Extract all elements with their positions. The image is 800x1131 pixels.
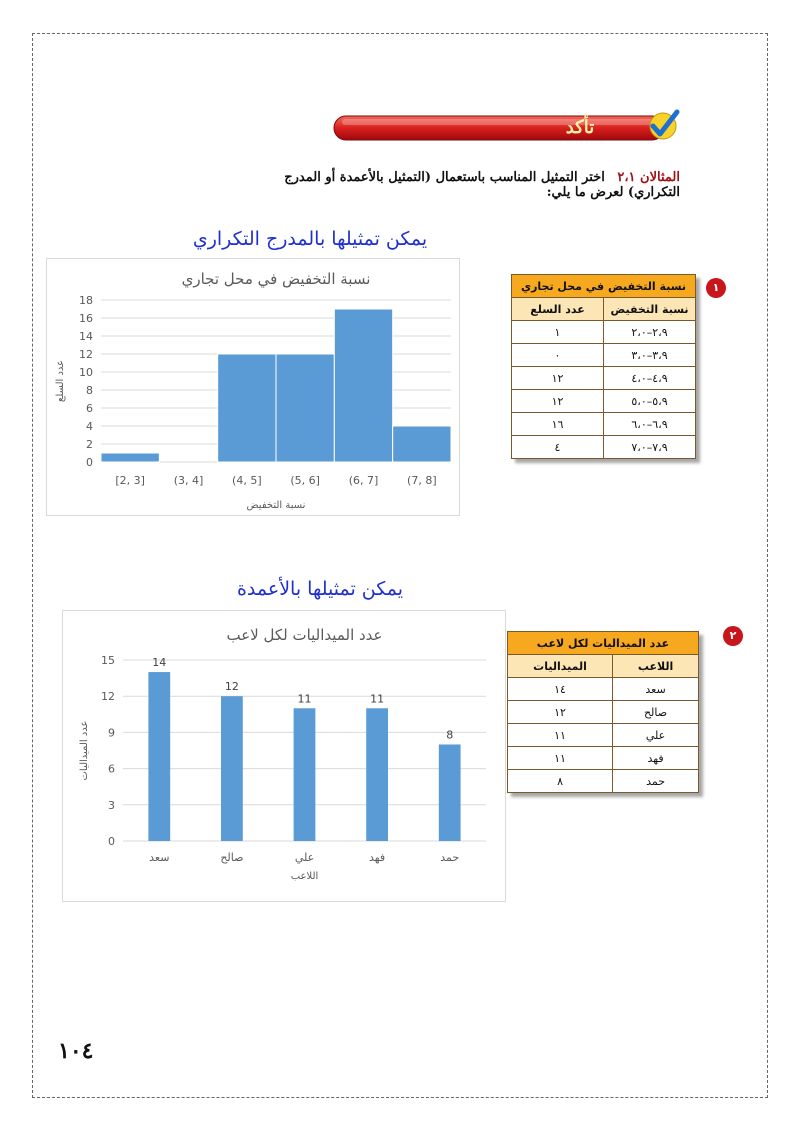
medals-table	[507, 631, 699, 793]
y-axis-label: عدد الميداليات	[79, 720, 90, 781]
histogram-chart	[46, 258, 460, 516]
cell-range: ٦،٩–٦،٠	[604, 413, 696, 436]
cell-range: ٤،٩–٤،٠	[604, 367, 696, 390]
col-header-medals: الميداليات	[508, 655, 613, 678]
cell-player: علي	[613, 724, 699, 747]
cell-count: ١	[512, 321, 604, 344]
cell-medals: ١١	[508, 747, 613, 770]
intro-text: اختر التمثيل المناسب باستعمال (التمثيل بالأعمدة أو المدرج التكراري) لعرض ما يلي:	[284, 170, 680, 200]
section1-heading: يمكن تمثيلها بالمدرج التكراري	[192, 228, 428, 250]
bar	[366, 708, 388, 841]
y-tick-label: 2	[86, 438, 93, 451]
item-badge-2: ٢	[723, 626, 743, 646]
cell-player: سعد	[613, 678, 699, 701]
y-tick-label: 0	[86, 456, 93, 469]
table-row	[508, 678, 699, 701]
x-axis-label: اللاعب	[290, 871, 319, 882]
table-caption: عدد الميداليات لكل لاعب	[508, 632, 699, 655]
data-label: 12	[224, 680, 239, 694]
bar	[101, 453, 159, 462]
bar	[276, 354, 334, 462]
chart-title: عدد الميداليات لكل لاعب	[226, 626, 383, 644]
table-row	[512, 344, 696, 367]
checkmark-icon	[645, 108, 681, 144]
cell-count: ١٢	[512, 390, 604, 413]
cell-medals: ١٤	[508, 678, 613, 701]
section2-heading: يمكن تمثيلها بالأعمدة	[236, 578, 404, 600]
bar	[439, 744, 461, 841]
cell-range: ٥،٩–٥،٠	[604, 390, 696, 413]
cell-count: ١٢	[512, 367, 604, 390]
cell-player: حمد	[613, 770, 699, 793]
col-header-player: اللاعب	[613, 655, 699, 678]
y-tick-label: 12	[79, 348, 93, 361]
x-tick-label: سعد	[149, 851, 170, 864]
cell-medals: ١٢	[508, 701, 613, 724]
col-header-discount: نسبة التخفيض	[604, 298, 696, 321]
cell-player: فهد	[613, 747, 699, 770]
table-row	[508, 747, 699, 770]
bar	[393, 426, 451, 462]
y-tick-label: 6	[86, 402, 93, 415]
cell-range: ٣،٩–٣،٠	[604, 344, 696, 367]
x-tick-label: (3, 4]	[173, 474, 204, 487]
bar	[218, 354, 276, 462]
chart-title: نسبة التخفيض في محل تجاري	[181, 270, 371, 288]
y-tick-label: 8	[86, 384, 93, 397]
y-tick-label: 10	[79, 366, 93, 379]
data-label: 11	[370, 692, 385, 706]
y-tick-label: 3	[108, 798, 115, 812]
x-tick-label: صالح	[220, 851, 244, 864]
x-tick-label: (5, 6]	[290, 474, 320, 487]
table-row	[512, 390, 696, 413]
cell-count: ٠	[512, 344, 604, 367]
bar	[334, 309, 392, 462]
bar	[221, 696, 243, 841]
x-tick-label: حمد	[440, 851, 460, 864]
table-caption: نسبة التخفيض في محل تجاري	[512, 275, 696, 298]
y-tick-label: 6	[108, 762, 115, 776]
discount-table	[511, 274, 696, 459]
bar	[148, 672, 170, 841]
y-tick-label: 0	[108, 835, 115, 848]
y-tick-label: 12	[101, 690, 115, 704]
banner-title: تأكد	[565, 117, 595, 138]
y-tick-label: 4	[86, 420, 93, 433]
y-tick-label: 9	[108, 726, 115, 740]
y-tick-label: 15	[101, 654, 115, 667]
cell-count: ٤	[512, 436, 604, 459]
y-tick-label: 14	[79, 330, 93, 343]
bar	[294, 708, 316, 841]
x-tick-label: (4, 5]	[232, 474, 262, 487]
table-row	[512, 436, 696, 459]
y-axis-label: عدد السلع	[55, 359, 66, 403]
x-tick-label: (7, 8]	[407, 474, 437, 487]
cell-player: صالح	[613, 701, 699, 724]
section-banner	[332, 112, 677, 144]
x-tick-label: فهد	[369, 851, 386, 864]
data-label: 14	[152, 656, 167, 670]
table-row	[512, 321, 696, 344]
cell-count: ١٦	[512, 413, 604, 436]
data-label: 8	[446, 728, 454, 742]
examples-label: المثالان ٢،١	[617, 170, 680, 185]
x-tick-label: [2, 3]	[115, 474, 145, 487]
table-row	[512, 413, 696, 436]
table-row	[512, 367, 696, 390]
item-badge-1: ١	[706, 278, 726, 298]
table-row	[508, 770, 699, 793]
cell-range: ٧،٩–٧،٠	[604, 436, 696, 459]
data-label: 11	[297, 692, 312, 706]
cell-range: ٢،٩–٢،٠	[604, 321, 696, 344]
table-row	[508, 701, 699, 724]
bar-chart	[62, 610, 506, 902]
table-row	[508, 724, 699, 747]
x-tick-label: علي	[294, 851, 315, 864]
y-tick-label: 16	[79, 312, 93, 325]
y-tick-label: 18	[79, 294, 93, 307]
page-number: ١٠٤	[58, 1038, 94, 1064]
cell-medals: ١١	[508, 724, 613, 747]
x-tick-label: (6, 7]	[348, 474, 379, 487]
col-header-count: عدد السلع	[512, 298, 604, 321]
cell-medals: ٨	[508, 770, 613, 793]
intro-line	[230, 170, 680, 200]
x-axis-label: نسبة التخفيض	[246, 500, 306, 511]
